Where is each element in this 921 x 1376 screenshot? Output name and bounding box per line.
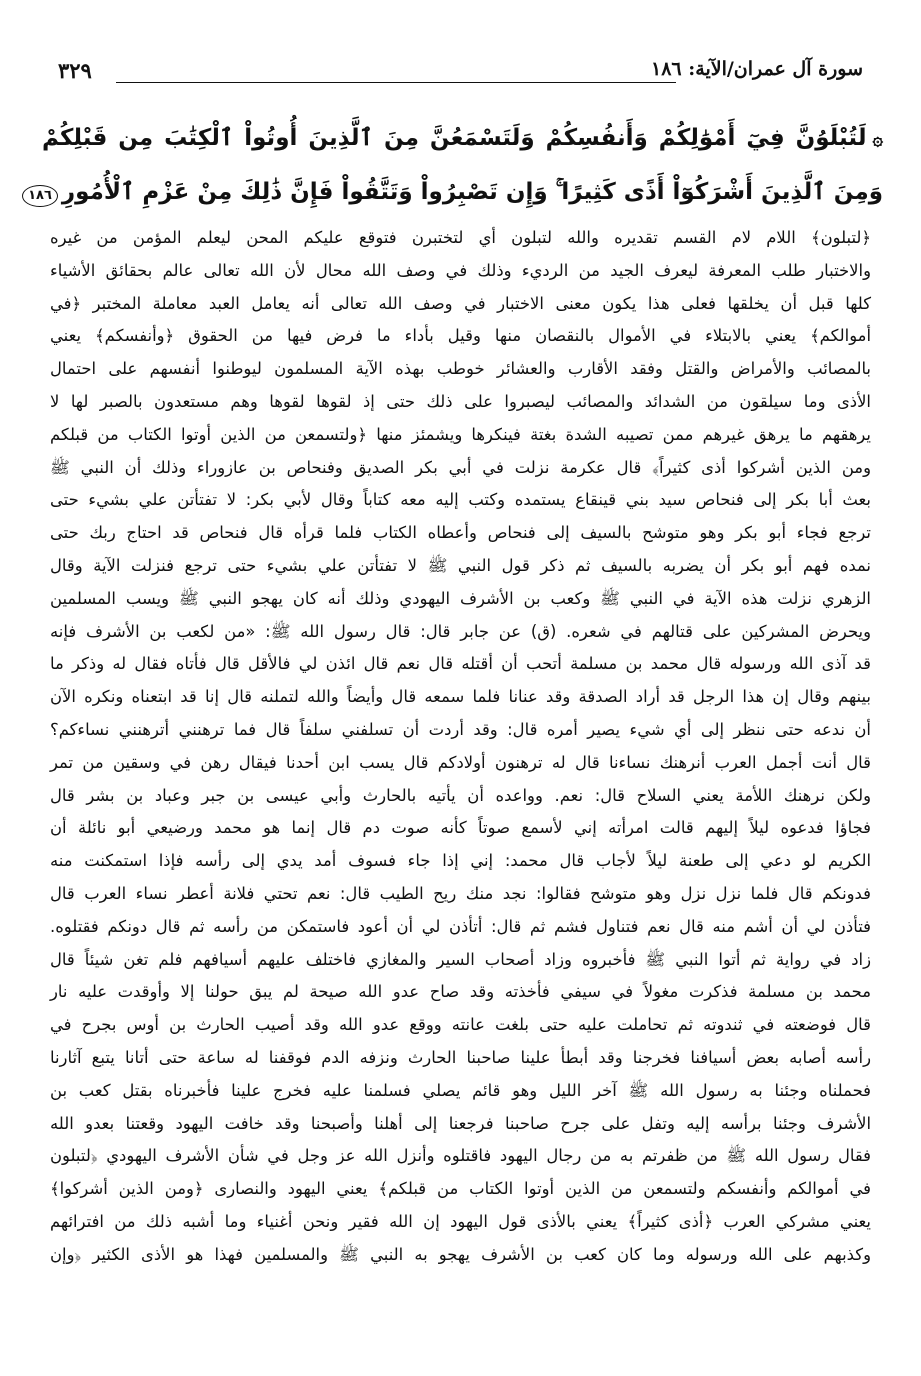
surah-title: سورة آل عمران/الآية: ١٨٦	[651, 58, 863, 80]
page-number: ٣٢٩	[58, 58, 92, 83]
text-line: فقال رسول الله ﷺ من ظفرتم به من رجال اليهود فاقتلوه وأنزل الله عز وجل في شأن الأشرف اليهودي ﴿لتبلون	[50, 1146, 871, 1166]
text-line: الكريم لو دعي إلى طعنة ليلاً لأجاب قال محمد: إني إذا جاء فسوف أمد يدي إلى رأسه فإذا استمكنت منه	[50, 851, 871, 871]
text-line: قال أنت أجمل العرب أنرهنك نساءنا قال له ترهنون أولادكم قال يسب ابن أحدنا فيقال رهن في وسقين من تمر	[50, 752, 871, 772]
text-line: بالمصائب والأمراض والقتل وفقد الأقارب والعشائر خوطب بهذه الآية المسلمون ليوطنوا أنفسهم على احتمال	[50, 359, 871, 379]
verse-line	[42, 112, 883, 166]
header-divider	[116, 82, 676, 83]
text-line: وكذبهم على الله ورسوله وما كان كعب بن الأشرف يهجو به النبي ﷺ والمسلمين فهذا هو الأذى الكثير ﴿وإن	[50, 1244, 871, 1264]
text-line: نمده فهم أبو بكر أن يضربه بالسيف ثم ذكر قول النبي ﷺ لا تفتأتن علي بشيء حتى ترجع فنزلت الآية وقال	[50, 555, 871, 575]
text-line: ترجع فجاء أبو بكر وهو متوشح بالسيف إلى فنحاص وأعطاه الكتاب فلما قرأه قال فنحاص قد احتاج ربك حتى	[50, 523, 871, 543]
text-line: رأسه أصابه بعض أسيافنا فخرجنا وقد أبطأ علينا صاحبنا الحارث ونزفه الدم فوقفنا له ساعة حتى أتانا يتبع آثارنا	[50, 1047, 871, 1067]
text-line: محمد بن مسلمة فذكرت مغولاً في سيفي فأخذته وقد صاح عدو الله صيحة لم يبق حولنا إلا وأوقدت عليه نار	[50, 982, 871, 1002]
tafsir-body	[50, 222, 871, 1272]
text-line: في أموالكم وأنفسكم ولتسمعن من الذين أوتوا الكتاب من قبلكم﴾ يعني اليهود والنصارى ﴿ومن الذين أشركوا﴾	[50, 1179, 871, 1199]
text-line: بعث أبا بكر إلى فنحاص سيد بني قينقاع يستمده وكتب إليه معه كتاباً وقال لأبي بكر: لا تفتأتن علي بشيء حتى	[50, 490, 871, 510]
ayah-number-marker: ١٨٦	[22, 185, 58, 207]
text-line: أموالكم﴾ يعني بالابتلاء في الأموال بالنقصان منها وقيل بأداء ما فرض فيها من الحقوق ﴿وأنفسكم﴾ يعني	[50, 326, 871, 346]
text-line: الأذى وما سيلقون من الشدائد والمصائب ليصبروا على ذلك حتى إذ لقوها لقوها وهم مستعدون بالصبر لها لا	[50, 391, 871, 411]
text-line: بينهم وقال إن هذا الرجل قد أراد الصدقة وقد عنانا فلما سمعه قال وأيضاً والله لتملنه قال إنا قد ابتعناه ونكره الآن	[50, 687, 871, 707]
text-line: الزهري نزلت هذه الآية في النبي ﷺ وكعب بن الأشرف اليهودي وذلك أنه كان يهجو النبي ﷺ ويسب المسلمين	[50, 588, 871, 608]
text-line: الأشرف وجئنا برأسه إليه وتفل على جرح صاحبنا فرجعنا إلى أهلنا وأصبحنا وقد خافت اليهود وقعتنا بعدو الله	[50, 1113, 871, 1133]
verse-line-text: لَتُبْلَوُنَّ فِيٓ أَمْوَٰلِكُمْ وَأَنفُسِكُمْ وَلَتَسْمَعُنَّ مِنَ ٱلَّذِينَ أُوتُواْ ٱلْكِتَٰبَ مِن قَبْلِكُمْ	[42, 125, 867, 151]
text-line: فجاؤا فدعوه ليلاً إليهم قالت امرأته إني لأسمع صوتاً كأنه صوت دم قال إنما هو محمد ورضيعي أبو نائلة أن	[50, 818, 871, 838]
text-line: فدونكم قال فلما نزل نزل وهو متوشح فقالوا: نجد منك ريح الطيب قال: نعم تحتي فلانة أعطر نساء العرب قال	[50, 883, 871, 903]
text-line: ويحرض المشركين على قتالهم في شعره. (ق) عن جابر قال: قال رسول الله ﷺ: «من لكعب بن الأشرف فإنه	[50, 621, 871, 641]
text-line: قال فوضعته في ثندوته ثم تحاملت عليه حتى بلغت عانته ووقع عدو الله وقد أصيب الحارث بن أوس بجرح في	[50, 1015, 871, 1035]
verse-line-text: وَمِنَ ٱلَّذِينَ أَشْرَكُوٓاْ أَذًى كَثِيرًا ۚ وَإِن تَصْبِرُواْ وَتَتَّقُواْ فَإِنَّ ذَٰلِكَ مِنْ عَزْمِ ٱلْأُمُورِ	[61, 179, 883, 205]
text-line: ومن الذين أشركوا أذى كثيراً﴾ قال عكرمة نزلت في أبي بكر الصديق وفنحاص بن عازوراء وذلك أن النبي ﷺ	[50, 457, 871, 477]
text-line: يعني مشركي العرب ﴿أذى كثيراً﴾ يعني بالأذى قول اليهود إن الله فقير ونحن أغنياء وما أشبه ذلك من افترائهم	[50, 1211, 871, 1231]
rub-el-hizb-icon: ۞	[872, 129, 883, 150]
text-line: ﴿لتبلون﴾ اللام لام القسم تقديره والله لتبلون أي لتختبرن فتوقع عليكم المحن ليعلم المؤمن من غيره	[50, 228, 871, 247]
text-line: فتأذن لي أن أشم منه قال نعم فتناول فشم ثم قال: أتأذن لي أن أعود فاستمكن من رأسه ثم قال دونكم فقتلوه.	[50, 916, 871, 936]
text-line: والاختبار طلب المعرفة ليعرف الجيد من الرديء وذلك في وصف الله محال لأن الله تعالى عالم بحقائق الأشياء	[50, 260, 871, 280]
page-header	[58, 58, 863, 88]
text-line: زاد في رواية ثم أتوا النبي ﷺ فأخبروه وزاد أصحاب السير والمغازي فاختلف عليهم أسيافهم فلم تغن شيئاً قال	[50, 949, 871, 969]
text-line: أن ندعه حتى ننظر إلى أي شيء يصير أمره قال: وقد أردت أن تسلفني سلفاً قال فما ترهنني أترهنني نساءكم؟	[50, 719, 871, 739]
text-line: قد آذى الله ورسوله قال محمد بن مسلمة أتحب أن أقتله قال نعم قال ائذن لي فالأقل قال فأتاه فقال له وذكر ما	[50, 654, 871, 674]
text-line: يرهقهم ما يرهق غيرهم ممن تصيبه الشدة بغتة فينكرها ويشمئز منها ﴿ولتسمعن من الذين أوتوا الكتاب من قبلكم	[50, 424, 871, 444]
quran-verse	[28, 112, 883, 218]
text-line: كلها قبل أن يخلقها فعلى هذا يكون معنى الاختبار في وصف الله تعالى أنه يعامل العبد معاملة المختبر ﴿في	[50, 293, 871, 313]
verse-line	[28, 166, 883, 218]
text-line: فحملناه وجئنا به رسول الله ﷺ آخر الليل وهو قائم يصلي فسلمنا عليه فخرج علينا فأخبرناه بقتل كعب بن	[50, 1080, 871, 1100]
text-line: ولكن نرهنك اللأمة يعني السلاح قال: نعم. وواعده أن يأتيه بالحارث وأبي عيسى بن جبر وعباد بن بشر قال	[50, 785, 871, 805]
